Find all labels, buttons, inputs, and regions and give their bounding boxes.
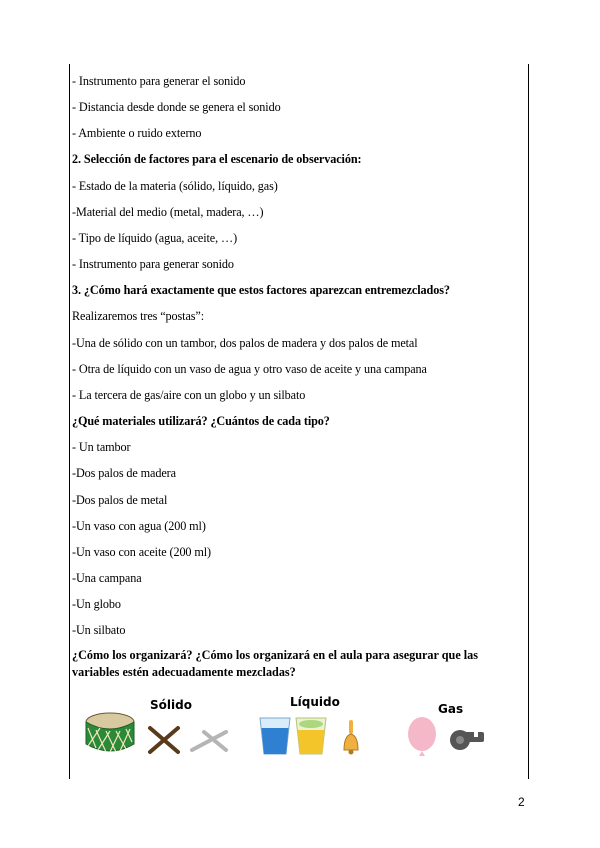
section-heading: ¿Cómo los organizará? ¿Cómo los organizará en el aula para asegurar que las variables estén adecuadamente mezcladas? xyxy=(72,648,479,680)
table-border-right xyxy=(528,64,529,779)
text-line: -Dos palos de madera xyxy=(72,466,176,481)
text-line: - Instrumento para generar sonido xyxy=(72,257,234,272)
section-heading: ¿Qué materiales utilizará? ¿Cuántos de cada tipo? xyxy=(72,414,330,429)
text-line: -Un vaso con agua (200 ml) xyxy=(72,518,206,533)
table-border-left xyxy=(69,64,70,779)
wood-sticks-icon xyxy=(150,728,178,752)
metal-sticks-icon xyxy=(192,732,226,750)
materials-illustration xyxy=(72,690,527,770)
text-line: - Estado de la materia (sólido, líquido, gas) xyxy=(72,178,278,193)
water-glass-icon xyxy=(260,718,290,754)
whistle-icon xyxy=(450,730,484,750)
group-label-solid: Sólido xyxy=(150,698,192,712)
section-heading: 3. ¿Cómo hará exactamente que estos factores aparezcan entremezclados? xyxy=(72,283,450,298)
group-label-gas: Gas xyxy=(438,702,464,716)
text-line: - Un tambor xyxy=(72,440,131,455)
text-line: - Otra de líquido con un vaso de agua y otro vaso de aceite y una campana xyxy=(72,361,427,376)
text-line: -Un vaso con aceite (200 ml) xyxy=(72,544,211,559)
bell-icon xyxy=(344,720,358,755)
text-line: - Distancia desde donde se genera el sonido xyxy=(72,100,281,115)
text-line: -Un silbato xyxy=(72,623,126,638)
text-line: -Una de sólido con un tambor, dos palos de madera y dos palos de metal xyxy=(72,335,418,350)
text-line: -Una campana xyxy=(72,570,142,585)
illustration-svg xyxy=(72,690,527,770)
group-label-liquid: Líquido xyxy=(290,695,340,709)
oil-glass-icon xyxy=(296,718,326,754)
text-line: - Ambiente o ruido externo xyxy=(72,126,202,141)
text-line: - La tercera de gas/aire con un globo y un silbato xyxy=(72,387,306,402)
text-line: - Tipo de líquido (agua, aceite, …) xyxy=(72,230,238,245)
text-line: -Dos palos de metal xyxy=(72,492,168,507)
section-heading: 2. Selección de factores para el escenario de observación: xyxy=(72,152,362,167)
text-line: Realizaremos tres “postas”: xyxy=(72,309,204,324)
text-line: - Instrumento para generar el sonido xyxy=(72,74,246,88)
balloon-icon xyxy=(408,717,436,756)
drum-icon xyxy=(86,713,134,752)
document-body xyxy=(72,68,527,681)
text-line: -Un globo xyxy=(72,597,121,612)
text-line: -Material del medio (metal, madera, …) xyxy=(72,204,264,219)
page-number: 2 xyxy=(518,795,525,809)
